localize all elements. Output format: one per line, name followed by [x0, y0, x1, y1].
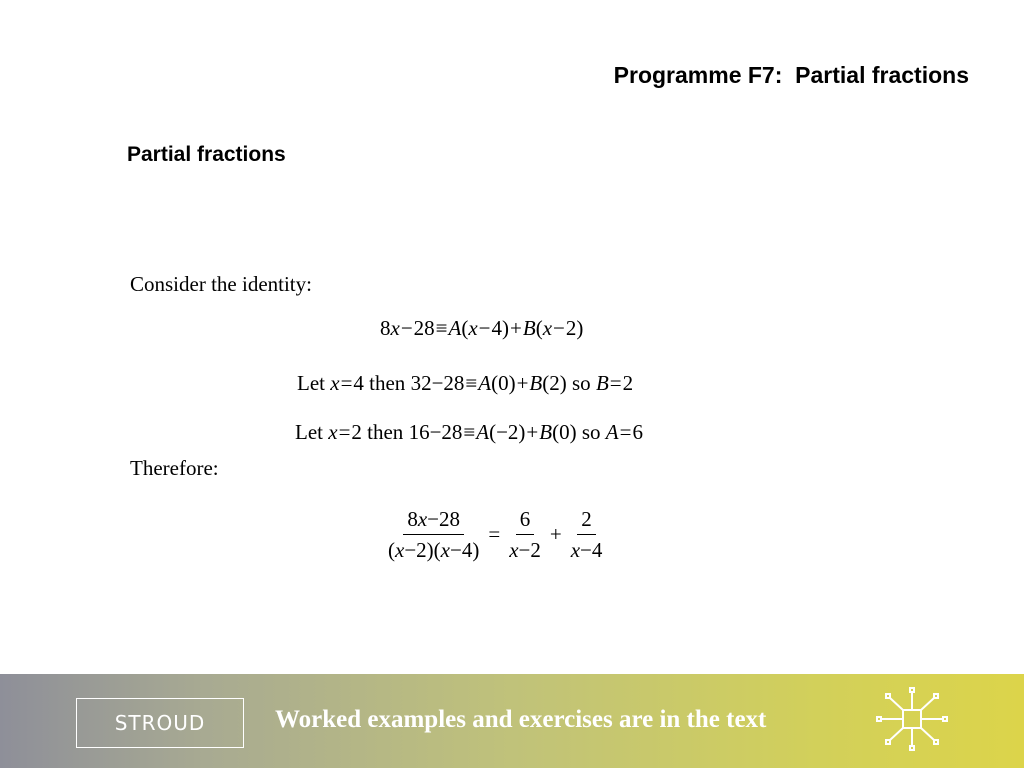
lhs-den-x1: x	[395, 538, 405, 562]
step2-result-val: 6	[632, 420, 643, 444]
identity-equiv: ≡	[435, 316, 448, 340]
lhs-num-rest: −28	[427, 507, 460, 531]
result-plus: +	[549, 522, 562, 546]
identity-b-x: x	[542, 316, 553, 340]
lhs-num-x: x	[417, 507, 428, 531]
fraction-b-den-x: x	[570, 538, 581, 562]
identity-a-const: 4)	[491, 316, 510, 340]
step2-equiv: ≡	[463, 420, 476, 444]
identity-lhs-coef: 8	[380, 316, 391, 340]
step1-b-part: (2)	[542, 371, 567, 395]
step2-equation	[295, 420, 643, 445]
step1-plus: +	[516, 371, 529, 395]
step1-result-val: 2	[622, 371, 634, 395]
identity-a: A	[448, 316, 462, 340]
lhs-den-end: −4)	[450, 538, 480, 562]
step1-equation	[297, 371, 633, 396]
step2-result-eq: =	[619, 420, 632, 444]
programme-title: Programme F7: Partial fractions	[613, 62, 969, 88]
identity-a-minus: −	[478, 316, 491, 340]
step2-expr: 16−28	[408, 420, 463, 444]
identity-lhs-const: 28	[413, 316, 435, 340]
step1-then: then	[369, 371, 406, 395]
step1-b: B	[529, 371, 543, 395]
step2-x: x	[328, 420, 338, 444]
fraction-lhs	[384, 506, 483, 563]
step1-eq: =	[340, 371, 353, 395]
step1-a: A	[478, 371, 492, 395]
fraction-b-numerator: 2	[577, 506, 596, 535]
lhs-den-mid: −2)(	[404, 538, 441, 562]
step1-x-val: 4	[353, 371, 364, 395]
lhs-den-x2: x	[440, 538, 450, 562]
step1-equiv: ≡	[465, 371, 478, 395]
step2-let: Let	[295, 420, 323, 444]
stroud-logo: STROUD	[76, 698, 244, 748]
therefore-text: Therefore:	[130, 456, 219, 480]
fraction-lhs-numerator	[403, 506, 464, 535]
step1-expr: 32−28	[410, 371, 465, 395]
step1-a-part: (0)	[491, 371, 516, 395]
identity-lhs-x: x	[390, 316, 400, 340]
section-title: Partial fractions	[127, 143, 286, 166]
fraction-b-den-rest: −4	[580, 538, 603, 562]
identity-b-open: (	[535, 316, 543, 340]
step2-so: so	[581, 420, 601, 444]
identity-equation	[380, 316, 583, 341]
step2-result-var: A	[605, 420, 619, 444]
step2-a: A	[476, 420, 490, 444]
lhs-num-coef: 8	[407, 507, 418, 531]
result-equals: =	[488, 522, 501, 546]
step2-eq: =	[338, 420, 351, 444]
fraction-b	[567, 506, 607, 563]
fraction-a-numerator: 6	[516, 506, 535, 535]
step1-result-var: B	[595, 371, 609, 395]
identity-b-minus: −	[553, 316, 565, 340]
step2-plus: +	[526, 420, 539, 444]
identity-b-const: 2)	[565, 316, 584, 340]
step1-let: Let	[297, 371, 325, 395]
fraction-a-denominator	[505, 535, 545, 563]
network-icon	[868, 686, 956, 752]
footer-note: Worked examples and exercises are in the text	[275, 706, 767, 733]
fraction-lhs-denominator	[384, 535, 483, 563]
step1-so: so	[572, 371, 591, 395]
step2-a-part: (−2)	[489, 420, 526, 444]
fraction-b-denominator	[567, 535, 607, 563]
fraction-a-den-x: x	[509, 538, 519, 562]
step1-x: x	[330, 371, 340, 395]
step2-b: B	[539, 420, 553, 444]
fraction-a	[505, 506, 545, 563]
step2-b-part: (0)	[552, 420, 577, 444]
lhs-den-open: (	[388, 538, 395, 562]
identity-lhs-minus: −	[400, 316, 413, 340]
identity-a-x: x	[468, 316, 478, 340]
footer-bar	[0, 674, 1024, 768]
identity-plus: +	[510, 316, 522, 340]
identity-a-open: (	[461, 316, 469, 340]
result-equation	[384, 506, 606, 563]
intro-text: Consider the identity:	[130, 272, 312, 296]
identity-b: B	[522, 316, 536, 340]
fraction-a-den-rest: −2	[518, 538, 541, 562]
step1-result-eq: =	[609, 371, 622, 395]
step2-then: then	[367, 420, 404, 444]
step2-x-val: 2	[351, 420, 362, 444]
